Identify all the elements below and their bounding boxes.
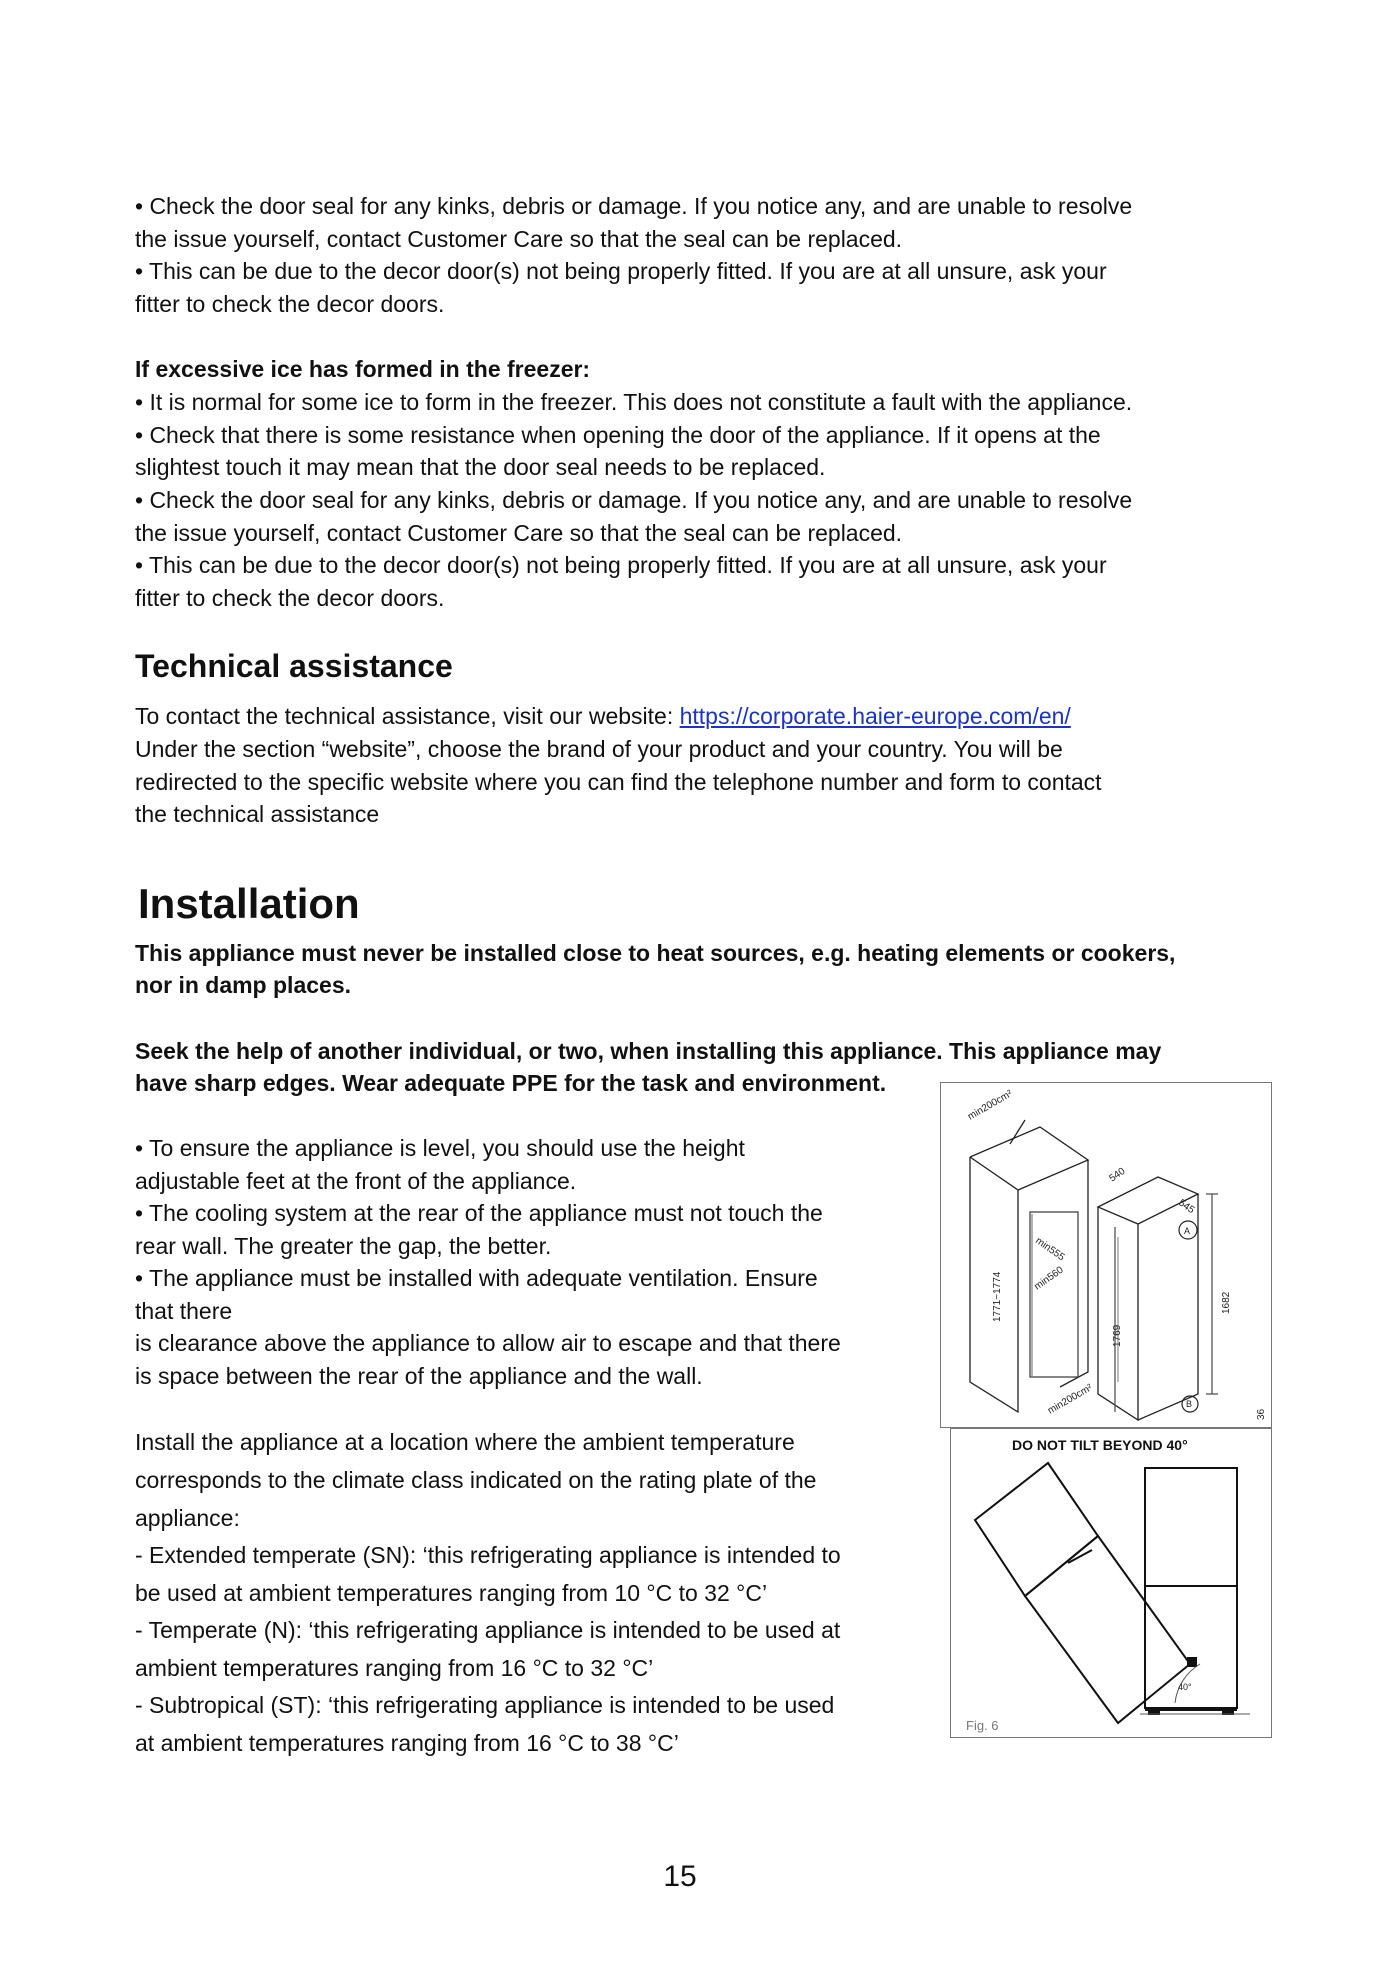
text-line: Under the section “website”, choose the brand of your product and your country. You will be [135,736,1063,762]
marker-b-label: B [1186,1399,1193,1409]
dim-1682: 1682 [1221,1291,1232,1314]
warning-line: nor in damp places. [135,972,351,998]
text-line: is space between the rear of the appliance and the wall. [135,1363,703,1389]
tech-line-1-prefix: To contact the technical assistance, visit our website: [135,703,680,729]
installation-heading: Installation [138,880,360,927]
text-line: • This can be due to the decor door(s) not being properly fitted. If you are at all unsure, ask your [135,258,1107,284]
tilt-warning-title: DO NOT TILT BEYOND 40° [1012,1437,1188,1453]
ice-heading: If excessive ice has formed in the freezer: [135,356,591,382]
dim-min200-bottom: min200cm² [1046,1382,1095,1417]
text-line: - Subtropical (ST): ‘this refrigerating appliance is intended to be used [135,1692,835,1718]
text-line: • Check the door seal for any kinks, debris or damage. If you notice any, and are unable to resolve [135,193,1133,219]
text-line: • The appliance must be installed with adequate ventilation. Ensure [135,1265,818,1291]
tilt-angle-label: 40° [1178,1682,1192,1692]
warning-line: Seek the help of another individual, or two, when installing this appliance. This appliance may [135,1038,1162,1064]
warning-line: have sharp edges. Wear adequate PPE for the task and environment. [135,1070,887,1096]
text-line: slightest touch it may mean that the door seal needs to be replaced. [135,454,826,480]
dim-1769: 1769 [1112,1324,1123,1347]
text-line: Install the appliance at a location where the ambient temperature [135,1429,795,1455]
text-line: adjustable feet at the front of the appliance. [135,1168,577,1194]
text-line: rear wall. The greater the gap, the better. [135,1233,552,1259]
text-line: redirected to the specific website where you can find the telephone number and form to contact [135,769,1102,795]
tech-heading: Technical assistance [135,648,453,684]
text-line: • Check the door seal for any kinks, debris or damage. If you notice any, and are unable to resolve [135,487,1133,513]
text-line: • It is normal for some ice to form in the freezer. This does not constitute a fault with the appliance. [135,389,1133,415]
text-line: fitter to check the decor doors. [135,585,445,611]
text-line: fitter to check the decor doors. [135,291,445,317]
dim-min555: min555 [1033,1235,1067,1264]
website-link[interactable]: https://corporate.haier-europe.com/en/ [679,703,1071,729]
text-line: the issue yourself, contact Customer Care so that the seal can be replaced. [135,226,903,252]
text-line: appliance: [135,1505,240,1531]
tech-line-1 [135,700,1071,732]
text-line: at ambient temperatures ranging from 16 °C to 38 °C’ [135,1730,679,1756]
installation-dimensions-figure [940,1082,1272,1428]
text-line: • The cooling system at the rear of the appliance must not touch the [135,1200,823,1226]
figure-caption: Fig. 6 [966,1718,999,1733]
marker-a-label: A [1184,1226,1191,1236]
text-line: • Check that there is some resistance when opening the door of the appliance. If it opens at the [135,422,1101,448]
text-line: • This can be due to the decor door(s) not being properly fitted. If you are at all unsure, ask your [135,552,1107,578]
warning-line: This appliance must never be installed close to heat sources, e.g. heating elements or cookers, [135,940,1176,966]
tilt-warning-figure [950,1428,1272,1738]
page-number: 15 [663,1860,697,1893]
text-line: - Temperate (N): ‘this refrigerating appliance is intended to be used at [135,1617,841,1643]
figure-frame [941,1083,1272,1428]
text-line: that there [135,1298,233,1324]
figure-frame [951,1429,1272,1738]
dim-540: 540 [1107,1165,1128,1185]
text-line: corresponds to the climate class indicated on the rating plate of the [135,1467,817,1493]
text-line: is clearance above the appliance to allow air to escape and that there [135,1330,841,1356]
text-line: be used at ambient temperatures ranging from 10 °C to 32 °C’ [135,1580,768,1606]
dim-545: 545 [1176,1197,1197,1217]
dim-36: 36 [1256,1408,1267,1420]
text-line: ambient temperatures ranging from 16 °C to 32 °C’ [135,1655,654,1681]
text-line: - Extended temperate (SN): ‘this refrigerating appliance is intended to [135,1542,841,1568]
text-line: the issue yourself, contact Customer Care so that the seal can be replaced. [135,520,903,546]
dim-range: 1771~1774 [992,1271,1003,1322]
text-line: • To ensure the appliance is level, you should use the height [135,1135,745,1161]
dim-min200-top: min200cm² [966,1088,1015,1123]
dim-min560: min560 [1032,1264,1066,1293]
text-line: the technical assistance [135,801,380,827]
